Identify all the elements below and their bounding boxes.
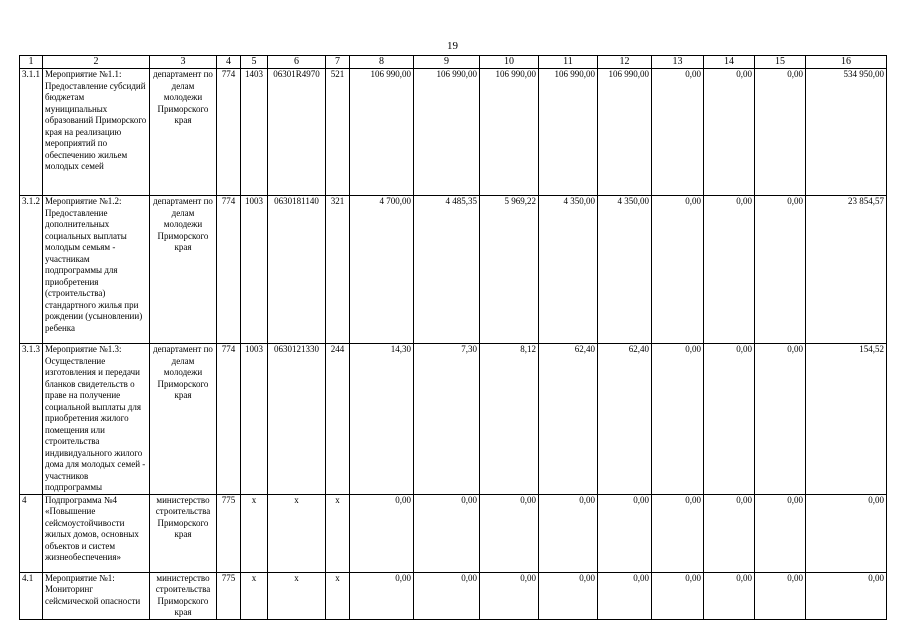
row-col-9: 4 485,35	[414, 196, 480, 344]
header-row	[20, 56, 887, 69]
header-col-3: 3	[150, 56, 217, 69]
header-col-9: 9	[414, 56, 480, 69]
row-col-5: х	[241, 572, 268, 619]
row-col-8: 0,00	[350, 494, 414, 572]
row-col-7: х	[326, 572, 350, 619]
row-col-9: 106 990,00	[414, 69, 480, 196]
row-col-11: 0,00	[539, 572, 598, 619]
row-col-16: 0,00	[806, 494, 887, 572]
row-col-14: 0,00	[704, 494, 755, 572]
row-name: Мероприятие №1.3: Осуществление изготовления и передачи бланков свидетельств о праве на получение социальной выплаты для приобретения жилого помещения или строительства индивидуального жилого дома для молодых семей - участников подпрограммы	[43, 344, 150, 495]
row-col-6: 0630181140	[268, 196, 326, 344]
row-col-11: 106 990,00	[539, 69, 598, 196]
row-col-16: 0,00	[806, 572, 887, 619]
header-col-7: 7	[326, 56, 350, 69]
row-col-15: 0,00	[755, 572, 806, 619]
row-col-12: 0,00	[598, 494, 652, 572]
header-col-11: 11	[539, 56, 598, 69]
row-col-7: х	[326, 494, 350, 572]
header-col-4: 4	[217, 56, 241, 69]
row-col-5: 1403	[241, 69, 268, 196]
row-col-12: 106 990,00	[598, 69, 652, 196]
header-col-2: 2	[43, 56, 150, 69]
row-index: 3.1.2	[20, 196, 43, 344]
row-col-8: 14,30	[350, 344, 414, 495]
page-number: 19	[447, 40, 458, 52]
row-col-16: 534 950,00	[806, 69, 887, 196]
row-col-9: 7,30	[414, 344, 480, 495]
row-col-6: 0630121330	[268, 344, 326, 495]
row-col-4: 775	[217, 494, 241, 572]
row-department: департамент по делам молодежи Приморского края	[150, 196, 217, 344]
header-col-6: 6	[268, 56, 326, 69]
row-col-8: 0,00	[350, 572, 414, 619]
row-col-6: х	[268, 494, 326, 572]
row-department: департамент по делам молодежи Приморского края	[150, 69, 217, 196]
row-col-14: 0,00	[704, 572, 755, 619]
row-col-8: 106 990,00	[350, 69, 414, 196]
row-col-12: 0,00	[598, 572, 652, 619]
table-row	[20, 494, 887, 572]
row-col-6: 06301R4970	[268, 69, 326, 196]
table-row	[20, 572, 887, 619]
row-col-10: 5 969,22	[480, 196, 539, 344]
row-col-15: 0,00	[755, 69, 806, 196]
row-col-13: 0,00	[652, 344, 704, 495]
row-col-9: 0,00	[414, 572, 480, 619]
row-index: 4.1	[20, 572, 43, 619]
row-name: Мероприятие №1.1: Предоставление субсидий бюджетам муниципальных образований Приморского края на реализацию мероприятий по обеспечению жильем молодых семей	[43, 69, 150, 196]
row-col-4: 774	[217, 344, 241, 495]
row-col-4: 774	[217, 69, 241, 196]
row-col-10: 0,00	[480, 494, 539, 572]
header-col-10: 10	[480, 56, 539, 69]
row-name: Подпрограмма №4 «Повышение сейсмоустойчивости жилых домов, основных объектов и систем жизнеобеспечения»	[43, 494, 150, 572]
row-col-11: 0,00	[539, 494, 598, 572]
row-department: министерство строительства Приморского края	[150, 494, 217, 572]
row-col-14: 0,00	[704, 69, 755, 196]
row-col-10: 8,12	[480, 344, 539, 495]
row-col-16: 23 854,57	[806, 196, 887, 344]
row-department: департамент по делам молодежи Приморского края	[150, 344, 217, 495]
row-col-15: 0,00	[755, 344, 806, 495]
row-col-7: 244	[326, 344, 350, 495]
header-col-1: 1	[20, 56, 43, 69]
header-col-5: 5	[241, 56, 268, 69]
row-index: 4	[20, 494, 43, 572]
row-col-13: 0,00	[652, 69, 704, 196]
row-col-4: 775	[217, 572, 241, 619]
row-name: Мероприятие №1: Мониторинг сейсмической опасности	[43, 572, 150, 619]
row-col-15: 0,00	[755, 494, 806, 572]
header-col-16: 16	[806, 56, 887, 69]
row-col-16: 154,52	[806, 344, 887, 495]
table-row	[20, 69, 887, 196]
header-col-12: 12	[598, 56, 652, 69]
row-col-9: 0,00	[414, 494, 480, 572]
row-col-6: х	[268, 572, 326, 619]
row-col-12: 62,40	[598, 344, 652, 495]
row-col-13: 0,00	[652, 494, 704, 572]
row-col-12: 4 350,00	[598, 196, 652, 344]
row-col-10: 106 990,00	[480, 69, 539, 196]
row-col-7: 521	[326, 69, 350, 196]
table-row	[20, 344, 887, 495]
header-col-8: 8	[350, 56, 414, 69]
row-col-8: 4 700,00	[350, 196, 414, 344]
row-col-15: 0,00	[755, 196, 806, 344]
row-name: Мероприятие №1.2: Предоставление дополнительных социальных выплаты молодым семьям - участникам подпрограммы для приобретения (строительства) стандартного жилья при рождении (усыновлении) ребенка	[43, 196, 150, 344]
row-col-5: 1003	[241, 196, 268, 344]
row-col-5: х	[241, 494, 268, 572]
header-col-14: 14	[704, 56, 755, 69]
row-col-11: 4 350,00	[539, 196, 598, 344]
row-department: министерство строительства Приморского края	[150, 572, 217, 619]
row-col-5: 1003	[241, 344, 268, 495]
row-index: 3.1.1	[20, 69, 43, 196]
row-col-7: 321	[326, 196, 350, 344]
row-col-14: 0,00	[704, 344, 755, 495]
budget-table	[19, 55, 887, 620]
header-col-13: 13	[652, 56, 704, 69]
row-col-13: 0,00	[652, 572, 704, 619]
table-row	[20, 196, 887, 344]
row-col-11: 62,40	[539, 344, 598, 495]
row-index: 3.1.3	[20, 344, 43, 495]
row-col-13: 0,00	[652, 196, 704, 344]
row-col-10: 0,00	[480, 572, 539, 619]
row-col-4: 774	[217, 196, 241, 344]
row-col-14: 0,00	[704, 196, 755, 344]
header-col-15: 15	[755, 56, 806, 69]
